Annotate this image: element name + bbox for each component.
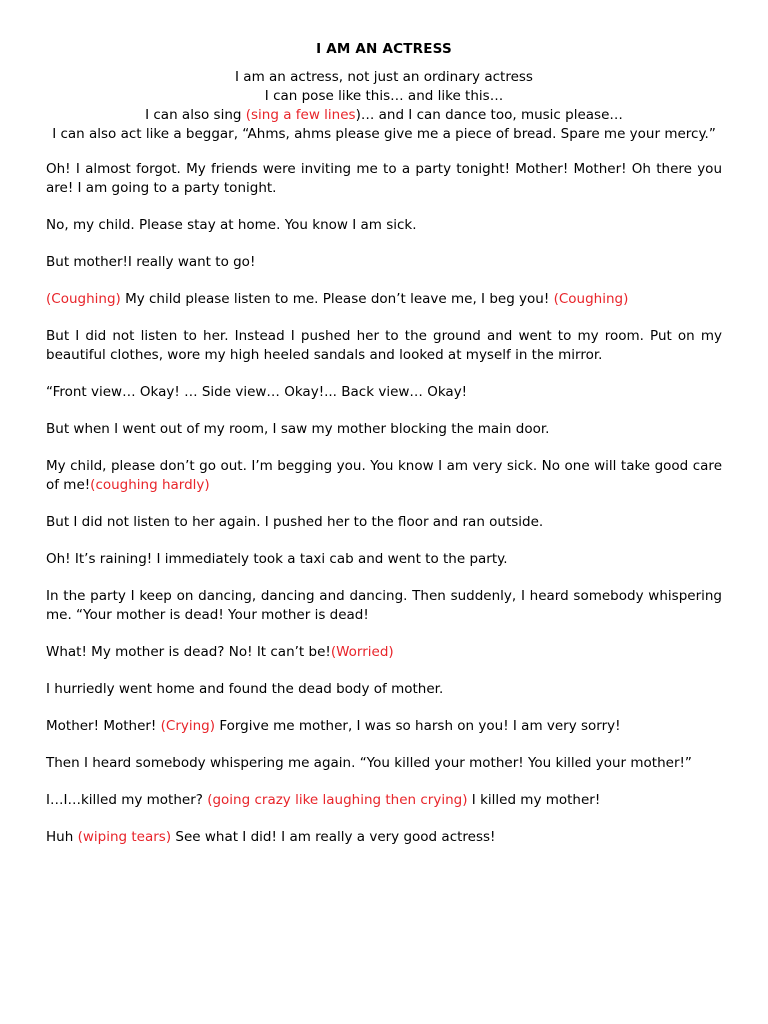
paragraph <box>46 383 722 402</box>
paragraph <box>46 327 722 365</box>
paragraph <box>46 253 722 272</box>
paragraph <box>46 717 722 736</box>
intro-verse <box>46 68 722 144</box>
dialogue-text: Then I heard somebody whispering me again. “You killed your mother! You killed your mother!” <box>46 755 692 771</box>
paragraph <box>46 216 722 235</box>
paragraph <box>46 828 722 847</box>
dialogue-text: But I did not listen to her again. I pushed her to the floor and ran outside. <box>46 514 544 530</box>
dialogue-text: But when I went out of my room, I saw my mother blocking the main door. <box>46 421 550 437</box>
dialogue-text: I am an actress, not just an ordinary actress <box>235 69 533 85</box>
dialogue-text: In the party I keep on dancing, dancing and dancing. Then suddenly, I heard somebody whispering me. “Your mother is dead! Your mother is dead! <box>46 588 722 623</box>
dialogue-text: See what I did! I am really a very good actress! <box>171 829 496 845</box>
dialogue-text: I can also act like a beggar, “Ahms, ahms please give me a piece of bread. Spare me your mercy.” <box>52 126 716 142</box>
dialogue-text: My child please listen to me. Please don’t leave me, I beg you! <box>120 291 554 307</box>
dialogue-text: Oh! It’s raining! I immediately took a taxi cab and went to the party. <box>46 551 508 567</box>
dialogue-text: Mother! Mother! <box>46 718 161 734</box>
dialogue-text: )… and I can dance too, music please… <box>355 107 623 123</box>
stage-direction: (Coughing) <box>46 291 121 307</box>
intro-line <box>46 125 722 144</box>
dialogue-text: I can pose like this… and like this… <box>264 88 504 104</box>
paragraph <box>46 290 722 309</box>
paragraph <box>46 643 722 662</box>
paragraph <box>46 680 722 699</box>
stage-direction: (Crying) <box>160 718 216 734</box>
script-body <box>46 160 722 847</box>
stage-direction: (sing a few lines <box>245 107 356 123</box>
paragraph <box>46 513 722 532</box>
paragraph <box>46 160 722 198</box>
paragraph <box>46 587 722 625</box>
paragraph <box>46 754 722 773</box>
stage-direction: (coughing hardly) <box>90 477 210 493</box>
dialogue-text: Huh <box>46 829 78 845</box>
dialogue-text: Forgive me mother, I was so harsh on you! I am very sorry! <box>215 718 621 734</box>
stage-direction: (wiping tears) <box>77 829 172 845</box>
dialogue-text: Oh! I almost forgot. My friends were inviting me to a party tonight! Mother! Mother! Oh there you are! I am going to a party tonight. <box>46 161 722 196</box>
paragraph <box>46 457 722 495</box>
paragraph <box>46 550 722 569</box>
dialogue-text: I killed my mother! <box>467 792 601 808</box>
stage-direction: (going crazy like laughing then crying) <box>207 792 468 808</box>
intro-line <box>46 106 722 125</box>
document-title: I AM AN ACTRESS <box>316 41 452 57</box>
paragraph <box>46 791 722 810</box>
dialogue-text: What! My mother is dead? No! It can’t be! <box>46 644 331 660</box>
dialogue-text: I hurriedly went home and found the dead body of mother. <box>46 681 444 697</box>
dialogue-text: I can also sing <box>145 107 246 123</box>
paragraph <box>46 420 722 439</box>
dialogue-text: I…I…killed my mother? <box>46 792 208 808</box>
dialogue-text: But mother!I really want to go! <box>46 254 256 270</box>
dialogue-text: “Front view… Okay! … Side view… Okay!... Back view… Okay! <box>46 384 468 400</box>
dialogue-text: No, my child. Please stay at home. You know I am sick. <box>46 217 417 233</box>
dialogue-text: But I did not listen to her. Instead I pushed her to the ground and went to my room. Put on my beautiful clothes, wore my high heeled sandals and looked at myself in the mirror. <box>46 328 722 363</box>
stage-direction: (Coughing) <box>553 291 629 307</box>
intro-line <box>46 68 722 87</box>
dialogue-text: My child, please don’t go out. I’m begging you. You know I am very sick. No one will take good care of me! <box>46 458 722 493</box>
intro-line <box>46 87 722 106</box>
stage-direction: (Worried) <box>330 644 394 660</box>
